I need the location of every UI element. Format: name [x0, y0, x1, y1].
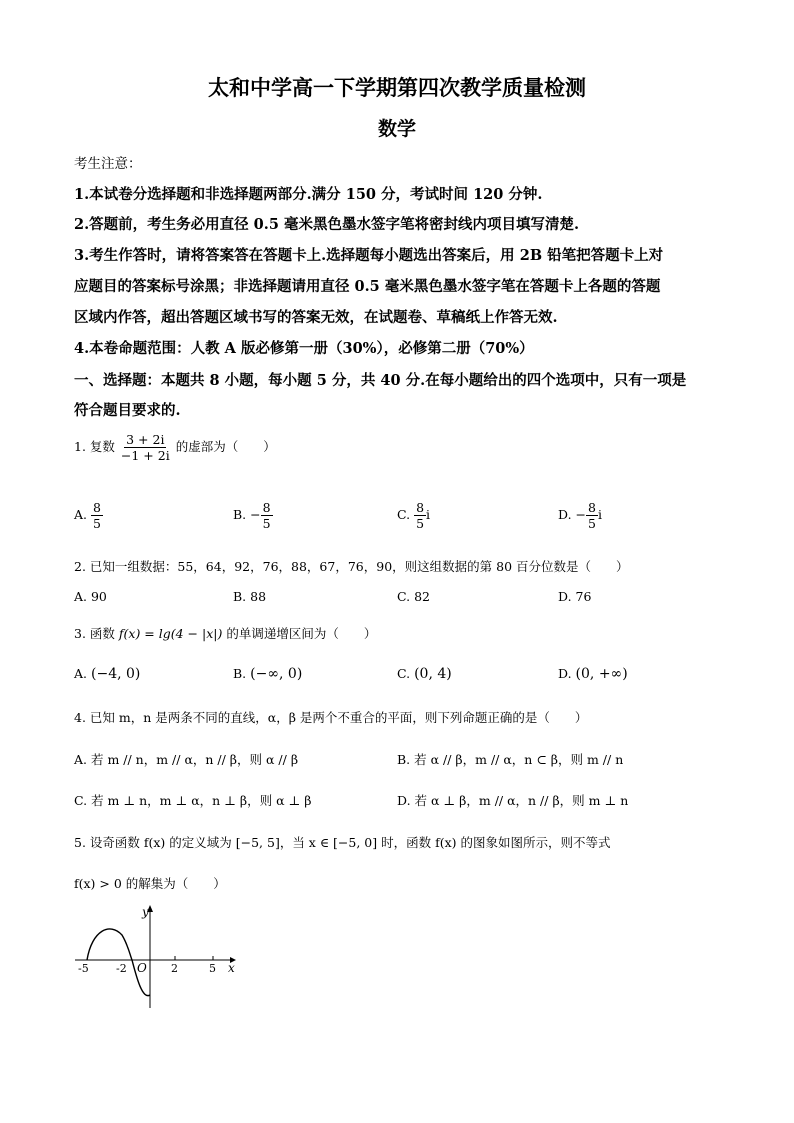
- option-sign: −: [575, 507, 587, 522]
- option-denominator: 5: [416, 516, 425, 531]
- option-label: B.: [233, 666, 247, 681]
- exam-title: 太和中学高一下学期第四次教学质量检测: [208, 75, 586, 100]
- tick-label-2: 2: [171, 962, 178, 975]
- option-label: A.: [74, 507, 88, 522]
- q4-option-b: B. 若 α // β，m // α，n ⊂ β，则 m // n: [397, 752, 624, 767]
- q1-option-a: [74, 500, 103, 531]
- q3-prefix: 3. 函数: [74, 626, 115, 641]
- option-value: (−∞, 0): [250, 666, 303, 682]
- notice-heading: 考生注意：: [74, 156, 142, 172]
- option-sign: −: [250, 507, 261, 522]
- option-label: C.: [397, 666, 411, 681]
- option-numerator: 8: [93, 500, 101, 515]
- q3-option-d: [558, 666, 628, 682]
- option-denominator: 5: [93, 516, 101, 531]
- option-tail: i: [426, 507, 431, 522]
- q1-prefix: 1. 复数: [74, 439, 115, 454]
- q2-option-c: C. 82: [397, 589, 430, 604]
- q3-expression: f(x) = lg(4 − |x|): [118, 626, 223, 641]
- x-label: x: [228, 961, 235, 975]
- q3-option-a: [74, 666, 140, 682]
- q1-option-c: [397, 500, 430, 531]
- option-value: (−4, 0): [91, 666, 141, 682]
- option-numerator: 8: [588, 500, 596, 515]
- q2-option-d: D. 76: [558, 589, 592, 604]
- notice-line-6: 4.本卷命题范围：人教 A 版必修第一册（30%），必修第二册（70%）: [74, 340, 534, 357]
- q4-option-d: D. 若 α ⊥ β，m // α，n // β，则 m ⊥ n: [397, 793, 629, 808]
- tick-label-5: 5: [209, 962, 216, 975]
- section-heading-line-1: 一、选择题：本题共 8 小题，每小题 5 分，共 40 分.在每小题给出的四个选项中，只有一项是: [74, 372, 687, 389]
- question-3: [74, 624, 376, 642]
- q3-option-b: [233, 666, 302, 682]
- q1-denominator: −1 + 2i: [120, 448, 170, 463]
- question-1: [74, 432, 276, 463]
- function-graph: [70, 900, 250, 1010]
- q1-option-d: [558, 500, 602, 531]
- option-numerator: 8: [416, 500, 425, 515]
- q2-option-b: B. 88: [233, 589, 267, 604]
- question-4: 4. 已知 m，n 是两条不同的直线，α，β 是两个不重合的平面，则下列命题正确的是（ ）: [74, 710, 588, 725]
- notice-line-5: 区域内作答，超出答题区域书写的答案无效，在试题卷、草稿纸上作答无效.: [74, 309, 558, 326]
- notice-line-3: 3.考生作答时，请将答案答在答题卡上.选择题每小题选出答案后，用 2B 铅笔把答题卡上对: [74, 247, 664, 264]
- notice-line-2: 2.答题前，考生务必用直径 0.5 毫米黑色墨水签字笔将密封线内项目填写清楚.: [74, 216, 580, 233]
- origin-label: O: [137, 961, 147, 975]
- tick-label-neg2: -2: [116, 962, 127, 975]
- y-label: y: [142, 905, 149, 919]
- q2-option-a: A. 90: [74, 589, 107, 604]
- question-2: 2. 已知一组数据：55，64，92，76，88，67，76，90，则这组数据的第 80 百分位数是（ ）: [74, 559, 629, 574]
- q4-option-a: A. 若 m // n，m // α，n // β，则 α // β: [74, 752, 299, 767]
- q1-fraction: [119, 432, 172, 463]
- q1-numerator: 3 + 2i: [126, 432, 165, 447]
- option-denominator: 5: [262, 516, 271, 531]
- q4-option-c: C. 若 m ⊥ n，m ⊥ α，n ⊥ β，则 α ⊥ β: [74, 793, 312, 808]
- option-label: D.: [558, 666, 572, 681]
- option-value: (0, 4): [414, 666, 452, 682]
- section-heading-line-2: 符合题目要求的.: [74, 402, 181, 419]
- q1-option-b: [233, 500, 273, 531]
- notice-line-1: 1.本试卷分选择题和非选择题两部分.满分 150 分，考试时间 120 分钟.: [74, 186, 543, 203]
- option-numerator: 8: [262, 500, 271, 515]
- q1-suffix: 的虚部为（ ）: [175, 439, 276, 454]
- question-5-line-2: f(x) > 0 的解集为（ ）: [74, 876, 226, 891]
- option-denominator: 5: [588, 516, 596, 531]
- option-label: C.: [397, 507, 411, 522]
- option-label: B.: [233, 507, 247, 522]
- option-label: D.: [558, 507, 572, 522]
- option-value: (0, +∞): [575, 666, 628, 682]
- notice-line-4: 应题目的答案标号涂黑；非选择题请用直径 0.5 毫米黑色墨水签字笔在答题卡上各题的答题: [74, 278, 661, 295]
- tick-label-neg5: -5: [78, 962, 89, 975]
- option-label: A.: [74, 666, 88, 681]
- question-5-line-1: 5. 设奇函数 f(x) 的定义域为 [−5, 5]，当 x ∈ [−5, 0] 时，函数 f(x) 的图象如图所示，则不等式: [74, 835, 611, 850]
- q3-suffix: 的单调递增区间为（ ）: [226, 626, 377, 641]
- subject-title: 数学: [377, 118, 416, 140]
- q3-option-c: [397, 666, 452, 682]
- option-tail: i: [597, 507, 602, 522]
